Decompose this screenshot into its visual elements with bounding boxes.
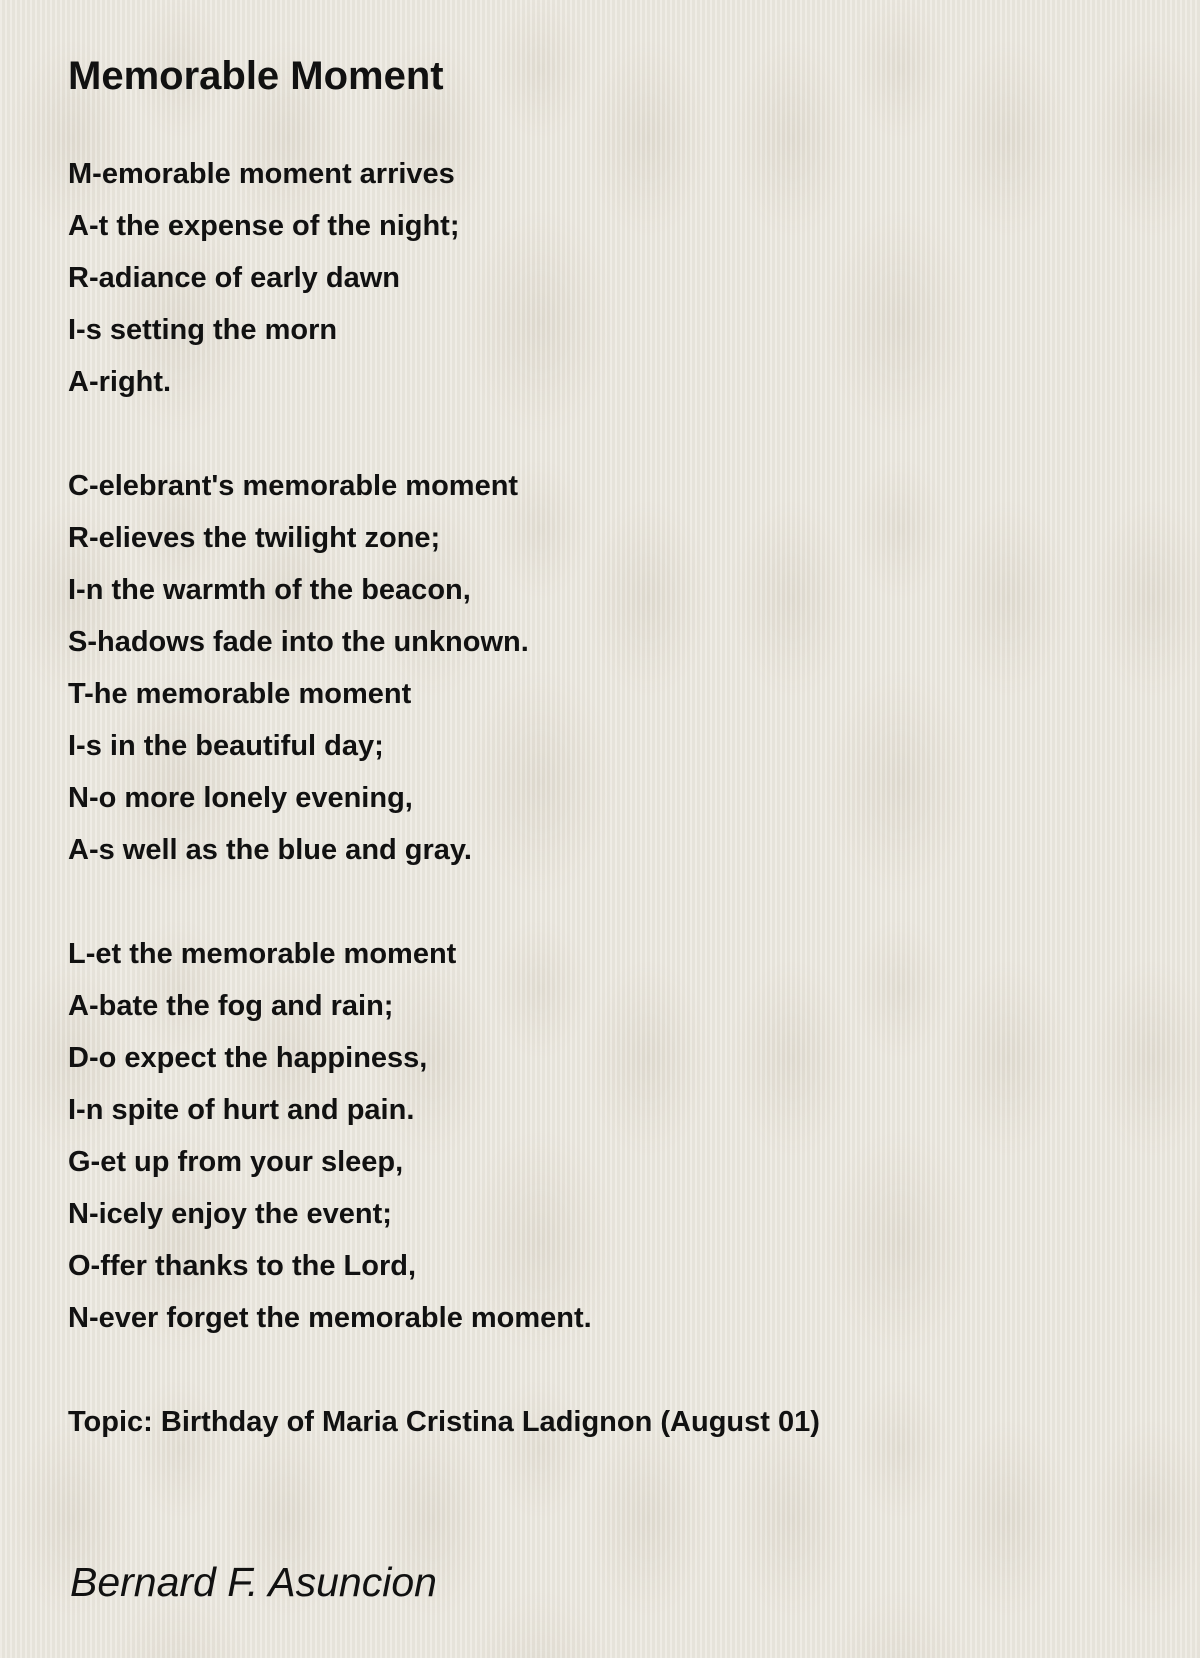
poem-line: M-emorable moment arrives xyxy=(68,158,455,190)
poem-topic: Topic: Birthday of Maria Cristina Ladignon (August 01) xyxy=(68,1406,820,1438)
poem-line: O-ffer thanks to the Lord, xyxy=(68,1250,416,1282)
poem-line: N-icely enjoy the event; xyxy=(68,1198,392,1230)
poem-line: N-o more lonely evening, xyxy=(68,782,413,814)
poem-line: G-et up from your sleep, xyxy=(68,1146,404,1178)
poem-line: A-s well as the blue and gray. xyxy=(68,834,472,866)
poem-line: D-o expect the happiness, xyxy=(68,1042,428,1074)
stanza-2 xyxy=(68,460,1148,876)
poem-line: A-bate the fog and rain; xyxy=(68,990,394,1022)
poem-line: I-s setting the morn xyxy=(68,314,338,346)
poem-line: I-n spite of hurt and pain. xyxy=(68,1094,415,1126)
poem-line: I-n the warmth of the beacon, xyxy=(68,574,471,606)
poem-line: A-t the expense of the night; xyxy=(68,210,460,242)
poem-line: L-et the memorable moment xyxy=(68,938,457,970)
poem-author: Bernard F. Asuncion xyxy=(70,1559,437,1605)
poem-line: A-right. xyxy=(68,366,172,398)
stanza-1 xyxy=(68,148,1148,408)
poem-line: S-hadows fade into the unknown. xyxy=(68,626,529,658)
poem-line: T-he memorable moment xyxy=(68,678,412,710)
stanza-3 xyxy=(68,928,1148,1344)
poem-page xyxy=(68,52,1148,1448)
poem-line: R-adiance of early dawn xyxy=(68,262,400,294)
poem-line: N-ever forget the memorable moment. xyxy=(68,1302,592,1334)
poem-body xyxy=(68,148,1148,1448)
poem-line: C-elebrant's memorable moment xyxy=(68,470,519,502)
poem-title: Memorable Moment xyxy=(68,54,444,98)
poem-line: R-elieves the twilight zone; xyxy=(68,522,441,554)
poem-line: I-s in the beautiful day; xyxy=(68,730,384,762)
